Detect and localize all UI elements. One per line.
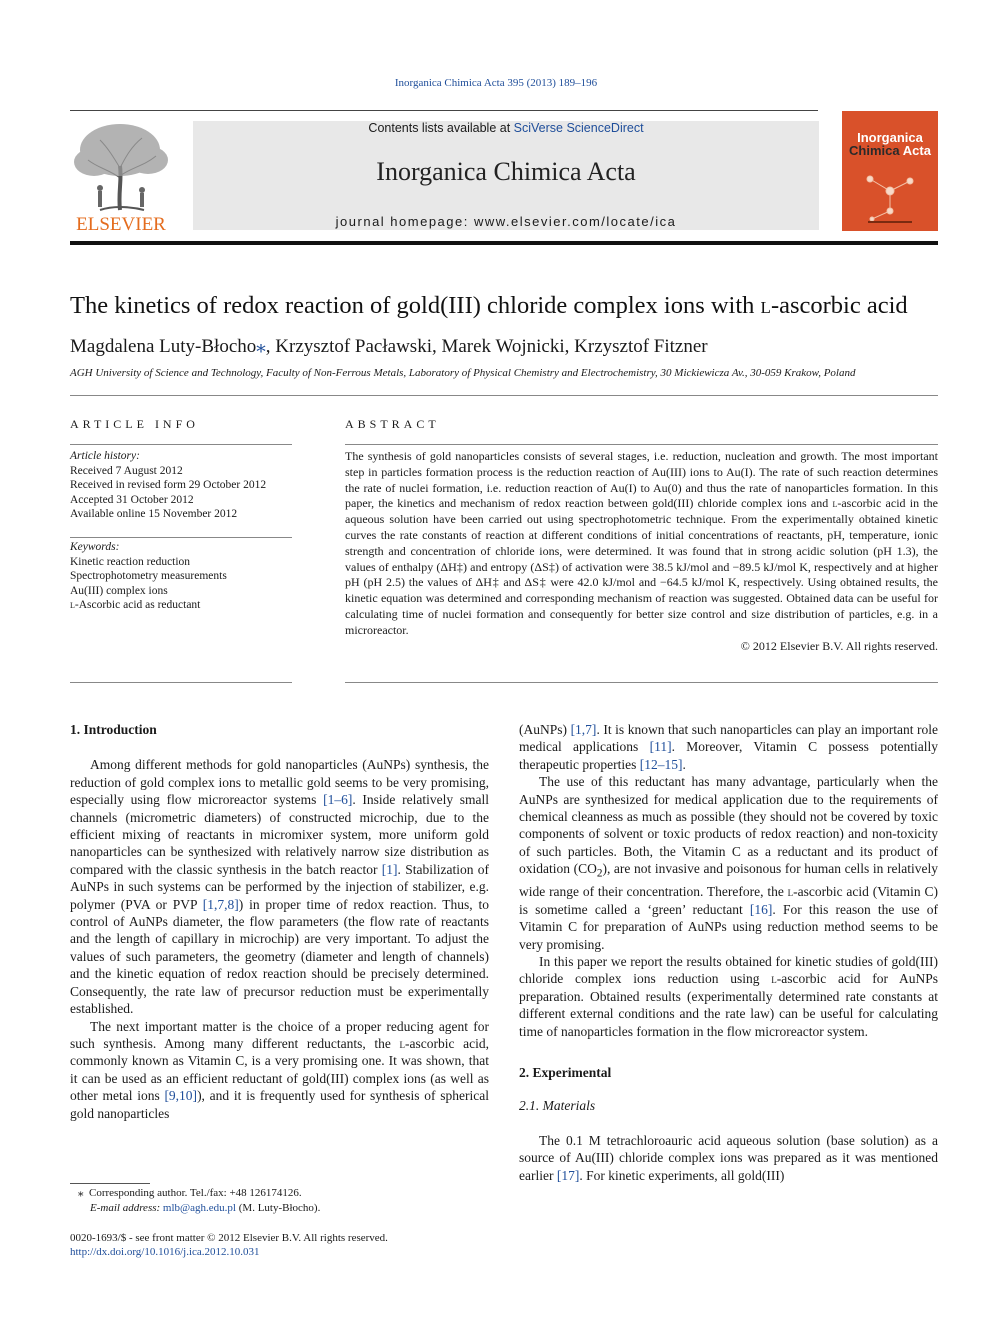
divider [70, 537, 292, 538]
header-divider [70, 110, 818, 111]
history-entry: Received in revised form 29 October 2012 [70, 479, 267, 491]
elsevier-wordmark: ELSEVIER [76, 214, 166, 235]
subsection-heading-materials: 2.1. Materials [519, 1098, 596, 1114]
divider [70, 444, 292, 445]
header-thick-rule [70, 241, 938, 245]
footnote: ⁎ Corresponding author. Tel./fax: +48 126174126. E-mail address: mlb@agh.edu.pl (M. Luty-Błocho). [78, 1187, 321, 1214]
divider [345, 682, 938, 683]
paragraph: The use of this reductant has many advantage, particularly when the AuNPs are synthesized for medical application due to the requirements of chemical cleanness as much as possible (they should not be covered by toxic components of solvent or toxic products of redox reaction) and non-toxicity of such particles. Both, the Vitamin C as a reductant and its product of oxidation $(CO_2)$, are not invasive and poisonous for human cells in relatively wide range of their concentration. Therefore, the l-ascorbic acid (Vitamin C) is sometime called a ‘green’ reductant [16]. For this reason the use of Vitamin C for preparation of AuNPs using reduction method seems to be very promising. [519, 774, 938, 952]
article-info-heading: ARTICLE INFO [70, 417, 199, 431]
keyword: Au(III) complex ions [70, 584, 168, 597]
divider [70, 682, 292, 683]
reference-link[interactable]: [1] [381, 861, 398, 877]
paragraph: (AuNPs) [1,7]. It is known that such nanoparticles can play an important role medical applications [11]. Moreover, Vitamin C possess potentially therapeutic properties [12–15]. [519, 722, 938, 772]
reference-link[interactable]: [12–15] [639, 756, 683, 772]
corresponding-author-mark[interactable]: ⁎ [256, 336, 266, 357]
paragraph: In this paper we report the results obtained for kinetic studies of gold(III) chloride complex ions reduction using l-ascorbic acid for AuNPs preparation. Obtained results (experimentally determined rate constants at different external conditions and the rate law) can be useful for calculating time of nanoparticles formation in the flow microreactor system. [519, 953, 938, 1039]
keyword: Spectrophotometry measurements [70, 570, 227, 582]
keywords: Keywords: Kinetic reaction reduction Spectrophotometry measurements Au(III) complex ions l-Ascorbic acid as reductant [70, 540, 292, 613]
paragraph: The 0.1 M tetrachloroauric acid aqueous solution (base solution) as a source of Au(III) chloride complex ions was prepared as it was mentioned earlier [17]. For kinetic experiments, all gold(III) [519, 1132, 938, 1183]
history-entry: Received 7 August 2012 [70, 464, 183, 477]
abstract-copyright: © 2012 Elsevier B.V. All rights reserved. [740, 638, 938, 653]
journal-homepage[interactable]: journal homepage: www.elsevier.com/locate/ica [335, 214, 677, 229]
divider [70, 395, 938, 396]
section-heading-introduction: 1. Introduction [70, 722, 157, 737]
reference-link[interactable]: [9,10] [164, 1088, 198, 1104]
author-email-link[interactable]: mlb@agh.edu.pl [162, 1201, 236, 1214]
journal-cover-thumbnail [842, 111, 938, 231]
article-title: The kinetics of redox reaction of gold(III) chloride complex ions with l-ascorbic acid [70, 292, 908, 319]
doi-link[interactable]: http://dx.doi.org/10.1016/j.ica.2012.10.031 [70, 1246, 260, 1258]
keyword: l-Ascorbic acid as reductant [70, 599, 201, 611]
reference-link[interactable]: [1,7] [570, 722, 597, 737]
journal-name: Inorganica Chimica Acta [376, 157, 636, 186]
reference-link[interactable]: [1–6] [323, 792, 353, 808]
keyword: Kinetic reaction reduction [70, 555, 191, 568]
author-list: Magdalena Luty-Błocho⁎, Krzysztof Pacławski, Marek Wojnicki, Krzysztof Fitzner [70, 336, 708, 357]
history-entry: Available online 15 November 2012 [70, 508, 238, 520]
abstract-heading: ABSTRACT [345, 417, 440, 431]
divider [345, 444, 938, 445]
issn-line: 0020-1693/$ - see front matter © 2012 Elsevier B.V. All rights reserved. [70, 1232, 388, 1244]
cover-molecule-graphic [850, 161, 930, 225]
reference-link[interactable]: [1,7,8] [202, 896, 239, 912]
front-matter-info [70, 1231, 490, 1259]
section-heading-experimental: 2. Experimental [519, 1065, 612, 1080]
reference-link[interactable]: [16] [749, 901, 773, 917]
sciencedirect-link[interactable]: SciVerse ScienceDirect [513, 121, 644, 135]
body-column-right [519, 721, 938, 1184]
reference-link[interactable]: [11] [649, 739, 672, 755]
paragraph: The next important matter is the choice of a proper reducing agent for such synthesis. Among many different reductants, the l-ascorbic acid, commonly known as Vitamin C, is a very promising one. It was shown, that it can be used as an efficient reductant of gold(III) complex ions (as well as other metal ions [9,10]), and it is frequently used for synthesis of spherical gold nanoparticles [70, 1018, 489, 1121]
author-name: Magdalena Luty-Błocho [70, 336, 257, 357]
contents-availability: Contents lists available at SciVerse ScienceDirect [368, 121, 644, 135]
cover-title-line1: Inorganica [857, 130, 923, 145]
body-column-left [70, 721, 489, 1122]
footnote-rule [70, 1183, 150, 1184]
paragraph: Among different methods for gold nanoparticles (AuNPs) synthesis, the reduction of gold complex ions to metallic gold seems to be very promising, especially using flow microreactor systems [1–6]. Inside relatively small channels (micrometric diameters) of constructed microchip, due to the efficient mixing of reactants in micromixer system, more uniform gold nanoparticles can be synthesized with relatively narrow size distribution as compared with the classic synthesis in the batch reactor [1]. Stabilization of AuNPs in such systems can be performed by the injection of stabilizer, e.g. polymer (PVA or PVP [1,7,8]) in proper time of redox reaction. Thus, to control of AuNPs diameter, the flow parameters (the flow rate of reactants and the length of capillary in microchip) are very important. To adjust the values of such parameters, the geometry (diameter and length of channels) and the kinetic equation of redox reaction should be precisely determined. Consequently, the rate law of precursor reduction must be experimentally established. [70, 757, 490, 1017]
cover-title-line3: Acta [902, 143, 931, 158]
history-entry: Accepted 31 October 2012 [70, 493, 194, 506]
abstract-text: The synthesis of gold nanoparticles consists of several stages, i.e. reduction, nucleation and growth. The most important step in particles formation process is the reduction reaction of Au(III) ions to Au(I). The rate of such reaction determines the rate of nuclei formation, i.e. reduction reaction of Au(I) to Au(0) and thus the rate of nanoparticles formation. In this paper, the kinetics and mechanism of redox reaction between gold(III) chloride complex ions and l-ascorbic acid in the aqueous solution have been carried out using spectrophotometric technique. From the experimentally obtained kinetic curves the rate constants of reaction at different conditions of initial concentrations of reactants, pH, temperature, ionic strength and concentration of chloride ions, were determined. It was found that in strong acidic solution (pH 1.3), the values of enthalpy (ΔH‡) and entropy (ΔS‡) of activation were 38.5 kJ/mol and −89.5 kJ/mol K, respectively and at higher pH (pH 2.5) the values of ΔH‡ and ΔS‡ were 42.0 kJ/mol and −64.5 kJ/mol K, respectively. Using obtained results, the kinetic equation was determined and corresponding mechanism of reaction was suggested. Obtained data can be useful for calculating time of nuclei formation and consequently for better size control and size distribution of particles, e.g. in a microreactor. © 2012 Elsevier B.V. All rights reserved. [345, 449, 938, 653]
cover-title-line2: Chimica [849, 143, 900, 158]
journal-citation[interactable]: Inorganica Chimica Acta 395 (2013) 189–196 [394, 77, 598, 89]
article-history: Article history: Received 7 August 2012 Received in revised form 29 October 2012 Accepted 31 October 2012 Available online 15 November 2012 [70, 449, 292, 522]
reference-link[interactable]: [17] [556, 1167, 580, 1183]
affiliation: AGH University of Science and Technology, Faculty of Non-Ferrous Metals, Laboratory of Physical Chemistry and Electrochemistry, 30 Mickiewicza Av., 30-059 Krakow, Poland [70, 367, 856, 379]
elsevier-tree-logo [70, 118, 172, 236]
